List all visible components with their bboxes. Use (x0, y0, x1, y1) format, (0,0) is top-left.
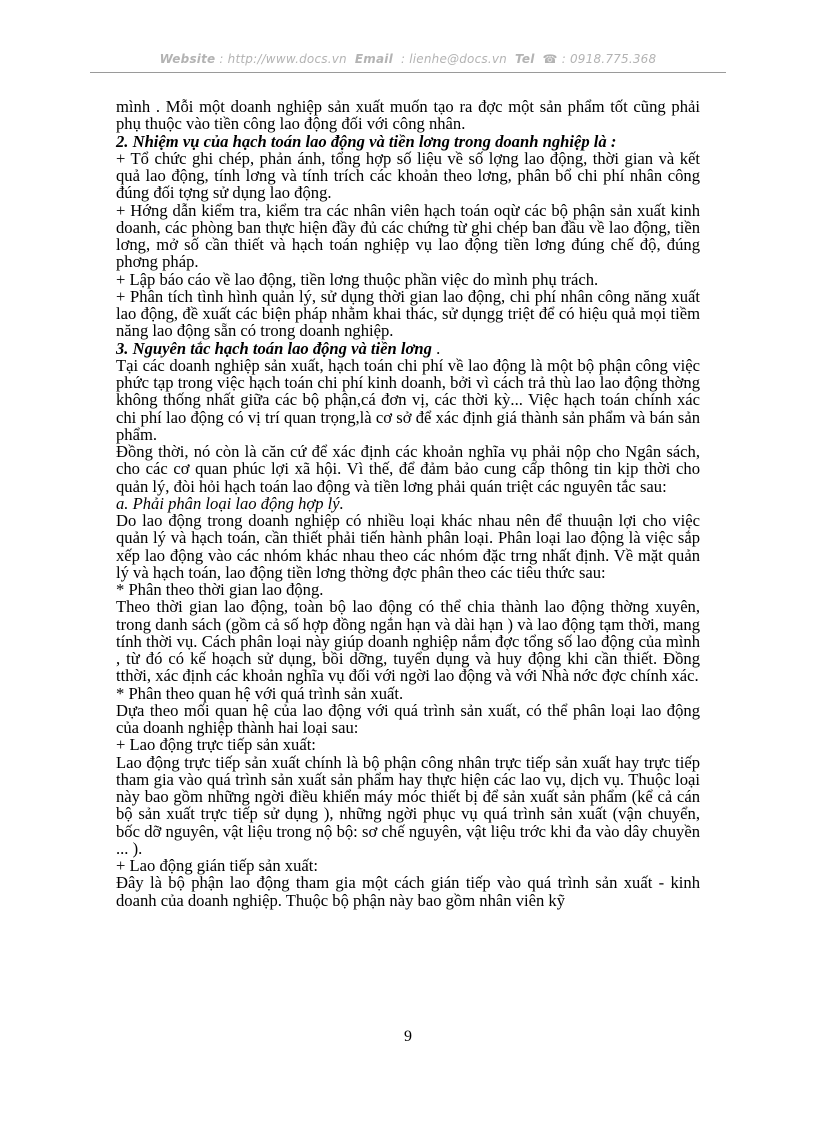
paragraph-intro: mình . Mỗi một doanh nghiệp sản xuất muốn tạo ra đợc một sản phẩm tốt cũng phải phụ thuộc vào tiền công lao động đối với công nhân. (116, 97, 700, 134)
paragraph-direct: Lao động trực tiếp sản xuất chính là bộ phận công nhân trực tiếp sản xuất hay trực tiếp tham gia vào quá trình sản xuất sản phẩm hay thực hiện các lao vụ, dịch vụ. Thuộc loại này bao gồm những ngời điều khiển máy móc thiết bị để sản xuất sản phẩm (kể cả cán bộ sản xuất trực tiếp sử dụng ), những ngời phục vụ quá trình sản xuất (vận chuyển, bốc dỡ nguyên, vật liệu trong nộ bộ: sơ chế nguyên, vật liệu trớc khi đa vào dây chuyền ... ). (116, 752, 700, 858)
document-body (116, 98, 700, 909)
website-url: : http://www.docs.vn (219, 52, 347, 66)
paragraph-principles-2: Đồng thời, nó còn là căn cứ để xác định các khoản nghĩa vụ phải nộp cho Ngân sách, cho các cơ quan phúc lợi xã hội. Vì thế, để đảm bảo cung cấp thông tin kịp thời cho quản lý, đòi hỏi hạch toán lao động và tiền lơng phải quán triệt các nguyên tắc sau: (116, 442, 700, 496)
paragraph-task-4: + Phân tích tình hình quản lý, sử dụng thời gian lao động, chi phí nhân công năng xuất lao động, đề xuất các biện pháp nhằm khai thác, sử dụngg triệt để có hiệu quả mọi tiềm năng lao động sẵn có trong doanh nghiệp. (116, 286, 700, 341)
section-heading-3: 3. Nguyên tắc hạch toán lao động và tiền lơng (116, 338, 432, 358)
header-divider (90, 72, 726, 73)
paragraph-by-time: Theo thời gian lao động, toàn bộ lao động có thể chia thành lao động thờng xuyên, trong danh sách (gồm cả số hợp đồng ngắn hạn và dài hạn ) và lao động tạm thời, mang tính thời vụ. Cách phân loại này giúp doanh nghiệp nắm đợc tổng số lao động của mình , từ đó có kế hoạch sử dụng, bồi dỡng, tuyển dụng và huy động khi cần thiết. Đồng tthời, xác định các khoản nghĩa vụ đối với ngời lao động và với Nhà nớc đợc chính xác. (116, 597, 700, 686)
paragraph-by-relation: Dựa theo mối quan hệ của lao động với quá trình sản xuất, có thể phân loại lao động của doanh nghiệp thành hai loại sau: (116, 700, 700, 737)
paragraph-task-2: + Hớng dẫn kiểm tra, kiểm tra các nhân viên hạch toán oqừ các bộ phận sản xuất kinh doanh, các phòng ban thực hiện đầy đủ các chứng từ ghi chép ban đầu về lao động, tiền lơng, mở số cần thiết và hạch toán nghiệp vụ lao động tiền lơng đúng chế độ, đúng phơng pháp. (116, 200, 700, 272)
paragraph-by-relation-heading: * Phân theo quan hệ với quá trình sản xuất. (116, 683, 404, 703)
paragraph-by-time-heading: * Phân theo thời gian lao động. (116, 580, 324, 599)
subheading-a: a. Phải phân loại lao động hợp lý. (116, 493, 344, 513)
paragraph-task-3: + Lập báo cáo về lao động, tiền lơng thuộc phần việc do mình phụ trách. (116, 269, 599, 289)
section-heading-3-line (116, 340, 700, 357)
website-label: Website (159, 52, 216, 66)
paragraph-direct-heading: + Lao động trực tiếp sản xuất: (116, 735, 316, 755)
section-heading-2: 2. Nhiệm vụ của hạch toán lao động và tiền lơng trong doanh nghiệp là : (116, 131, 617, 151)
page-header (0, 52, 816, 66)
paragraph-principles-1: Tại các doanh nghiệp sản xuất, hạch toán chi phí về lao động là một bộ phận công việc phức tạp trong việc hạch toán chi phí kinh doanh, bởi vì cách trả thù lao lao động thờng không thống nhất giữa các bộ phận,cá đơn vị, các thời kỳ... Việc hạch toán chính xác chi phí lao động có vị trí quan trọng,là cơ sở để xác định giá thành sản phẩm và bán sản phẩm. (116, 355, 700, 444)
paragraph-classification: Do lao động trong doanh nghiệp có nhiều loại khác nhau nên để thuuận lợi cho việc quản lý và hạch toán, cần thiết phải tiến hành phân loại. Phân loại lao động là việc sắp xếp lao động vào các nhóm khác nhau theo các nhóm đặc trng nhất định. Về mặt quản lý và hạch toán, lao động tiền lơng thờng đợc phân theo các tiêu thức sau: (116, 511, 700, 582)
page-number: 9 (404, 1028, 412, 1045)
tel-number: ☎ : 0918.775.368 (542, 52, 657, 66)
email-address: : lienhe@docs.vn (400, 52, 507, 66)
section-heading-3-suffix: . (431, 338, 441, 358)
tel-label: Tel (515, 52, 535, 66)
email-label: Email (354, 52, 393, 66)
paragraph-task-1: + Tổ chức ghi chép, phản ánh, tổng hợp số liệu về số lợng lao động, thời gian và kết quả lao động, tính lơng và tính trích các khoản theo lơng, phân bổ chi phí nhân công đúng đối tợng sử dụng lao động. (116, 148, 700, 203)
paragraph-indirect: Đây là bộ phận lao động tham gia một cách gián tiếp vào quá trình sản xuất - kinh doanh của doanh nghiệp. Thuộc bộ phận này bao gồm nhân viên kỹ (116, 873, 700, 910)
paragraph-indirect-heading: + Lao động gián tiếp sản xuất: (116, 856, 318, 875)
